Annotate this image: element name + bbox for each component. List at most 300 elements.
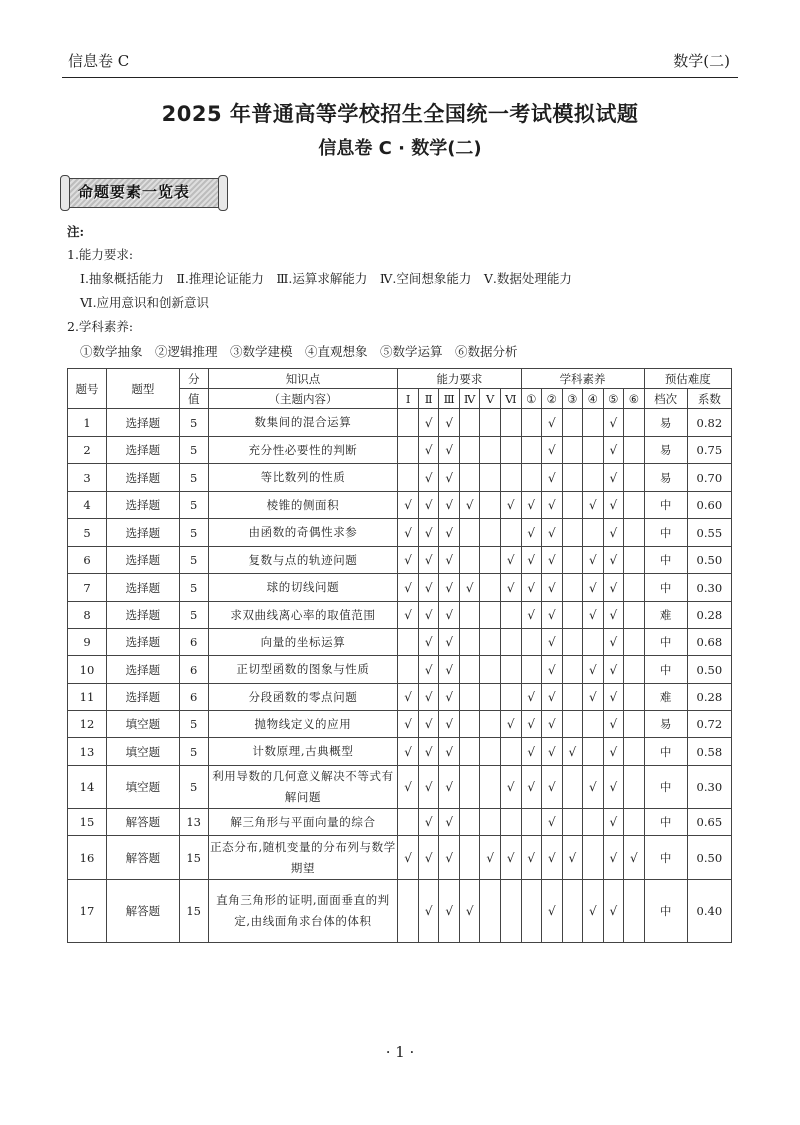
cell-score: 5 (179, 492, 208, 519)
cell-ability-3: √ (439, 836, 460, 880)
cell-type: 选择题 (106, 656, 179, 684)
cell-coef: 0.30 (687, 574, 731, 602)
cell-ability-2: √ (418, 574, 439, 602)
cell-ability-3: √ (439, 684, 460, 711)
cell-literacy-3 (562, 880, 583, 943)
cell-literacy-6 (624, 464, 645, 492)
cell-knowledge-point: 抛物线定义的应用 (208, 711, 398, 738)
cell-literacy-4 (583, 629, 604, 656)
cell-literacy-1 (521, 464, 542, 492)
cell-literacy-3: √ (562, 738, 583, 766)
cell-literacy-6 (624, 809, 645, 836)
cell-type: 填空题 (106, 766, 179, 809)
cell-literacy-2: √ (542, 629, 563, 656)
cell-knowledge-point: 复数与点的轨迹问题 (208, 547, 398, 574)
cell-ability-2: √ (418, 711, 439, 738)
cell-literacy-3 (562, 766, 583, 809)
cell-ability-6 (500, 738, 521, 766)
cell-literacy-4 (583, 519, 604, 547)
table-body (68, 409, 732, 943)
table-row (68, 547, 732, 574)
cell-ability-5 (480, 684, 501, 711)
cell-ability-6 (500, 809, 521, 836)
cell-ability-3: √ (439, 656, 460, 684)
cell-ability-5 (480, 437, 501, 464)
cell-coef: 0.60 (687, 492, 731, 519)
table-row (68, 809, 732, 836)
cell-literacy-3 (562, 711, 583, 738)
cell-ability-1 (398, 880, 419, 943)
cell-no: 10 (68, 656, 107, 684)
cell-ability-3: √ (439, 437, 460, 464)
cell-no: 5 (68, 519, 107, 547)
cell-coef: 0.82 (687, 409, 731, 437)
cell-coef: 0.65 (687, 809, 731, 836)
cell-ability-2: √ (418, 492, 439, 519)
cell-literacy-5: √ (603, 574, 624, 602)
cell-ability-4: √ (459, 880, 480, 943)
cell-level: 中 (644, 492, 687, 519)
cell-ability-4 (459, 547, 480, 574)
cell-score: 5 (179, 711, 208, 738)
cell-literacy-5: √ (603, 880, 624, 943)
cell-literacy-3 (562, 629, 583, 656)
cell-no: 12 (68, 711, 107, 738)
cell-no: 17 (68, 880, 107, 943)
table-row (68, 602, 732, 629)
cell-level: 中 (644, 766, 687, 809)
cell-coef: 0.50 (687, 547, 731, 574)
header-kp-top: 知识点 (208, 369, 398, 389)
cell-ability-2: √ (418, 547, 439, 574)
cell-literacy-5: √ (603, 766, 624, 809)
literacy-title: 2.学科素养: (67, 319, 134, 334)
cell-ability-3: √ (439, 809, 460, 836)
cell-score: 5 (179, 766, 208, 809)
cell-ability-6 (500, 629, 521, 656)
cell-ability-6: √ (500, 711, 521, 738)
literacy-col-1: ① (521, 389, 542, 409)
cell-literacy-2: √ (542, 574, 563, 602)
header-literacy: 学科素养 (521, 369, 644, 389)
cell-ability-3: √ (439, 519, 460, 547)
cell-literacy-1: √ (521, 602, 542, 629)
cell-score: 5 (179, 409, 208, 437)
cell-literacy-6 (624, 547, 645, 574)
cell-ability-1: √ (398, 519, 419, 547)
cell-coef: 0.55 (687, 519, 731, 547)
header-score-top: 分 (179, 369, 208, 389)
cell-ability-6 (500, 684, 521, 711)
cell-ability-6 (500, 656, 521, 684)
cell-ability-2: √ (418, 684, 439, 711)
cell-literacy-2: √ (542, 738, 563, 766)
cell-literacy-6 (624, 656, 645, 684)
cell-type: 填空题 (106, 738, 179, 766)
cell-literacy-1: √ (521, 519, 542, 547)
cell-ability-1 (398, 656, 419, 684)
cell-ability-2: √ (418, 602, 439, 629)
cell-literacy-6 (624, 602, 645, 629)
literacy-col-4: ④ (583, 389, 604, 409)
cell-literacy-6 (624, 409, 645, 437)
cell-type: 选择题 (106, 464, 179, 492)
cell-literacy-4: √ (583, 492, 604, 519)
cell-ability-6: √ (500, 492, 521, 519)
cell-type: 选择题 (106, 602, 179, 629)
header-type: 题型 (106, 369, 179, 409)
cell-literacy-6 (624, 766, 645, 809)
ability-title: 1.能力要求: (67, 247, 134, 262)
cell-literacy-6 (624, 684, 645, 711)
cell-ability-5 (480, 574, 501, 602)
cell-ability-1: √ (398, 738, 419, 766)
table-row (68, 464, 732, 492)
cell-ability-3: √ (439, 711, 460, 738)
cell-no: 2 (68, 437, 107, 464)
cell-ability-4 (459, 629, 480, 656)
table-row (68, 684, 732, 711)
cell-ability-2: √ (418, 656, 439, 684)
cell-type: 解答题 (106, 809, 179, 836)
cell-ability-4 (459, 809, 480, 836)
cell-level: 难 (644, 602, 687, 629)
cell-score: 15 (179, 880, 208, 943)
cell-type: 填空题 (106, 711, 179, 738)
cell-ability-1 (398, 464, 419, 492)
cell-literacy-4 (583, 464, 604, 492)
cell-ability-1: √ (398, 711, 419, 738)
cell-ability-3: √ (439, 629, 460, 656)
header-left: 信息卷 C (68, 52, 130, 70)
cell-literacy-5: √ (603, 711, 624, 738)
cell-ability-1 (398, 809, 419, 836)
cell-literacy-3 (562, 809, 583, 836)
cell-literacy-5: √ (603, 629, 624, 656)
cell-literacy-4: √ (583, 602, 604, 629)
cell-literacy-5: √ (603, 437, 624, 464)
cell-ability-4: √ (459, 492, 480, 519)
cell-ability-1: √ (398, 547, 419, 574)
cell-knowledge-point: 利用导数的几何意义解决不等式有解问题 (208, 766, 398, 809)
ability-col-4: Ⅳ (459, 389, 480, 409)
cell-no: 8 (68, 602, 107, 629)
page-subtitle: 信息卷 C · 数学(二) (318, 138, 482, 159)
cell-literacy-1: √ (521, 684, 542, 711)
cell-literacy-4: √ (583, 880, 604, 943)
table-row (68, 836, 732, 880)
cell-literacy-4: √ (583, 766, 604, 809)
cell-literacy-4 (583, 409, 604, 437)
cell-literacy-2: √ (542, 437, 563, 464)
cell-level: 中 (644, 629, 687, 656)
cell-literacy-2: √ (542, 409, 563, 437)
cell-type: 选择题 (106, 574, 179, 602)
cell-ability-2: √ (418, 880, 439, 943)
cell-ability-6: √ (500, 836, 521, 880)
literacy-col-2: ② (542, 389, 563, 409)
table-row (68, 574, 732, 602)
cell-literacy-1: √ (521, 738, 542, 766)
cell-no: 16 (68, 836, 107, 880)
cell-literacy-3 (562, 547, 583, 574)
cell-ability-6: √ (500, 574, 521, 602)
cell-knowledge-point: 球的切线问题 (208, 574, 398, 602)
cell-ability-2: √ (418, 738, 439, 766)
header-right: 数学(二) (673, 52, 730, 70)
cell-no: 11 (68, 684, 107, 711)
cell-literacy-6 (624, 711, 645, 738)
cell-knowledge-point: 由函数的奇偶性求参 (208, 519, 398, 547)
cell-literacy-4 (583, 809, 604, 836)
header-kp-bottom: （主题内容） (208, 389, 398, 409)
cell-literacy-4: √ (583, 656, 604, 684)
cell-literacy-5: √ (603, 547, 624, 574)
cell-ability-5 (480, 880, 501, 943)
cell-ability-1: √ (398, 602, 419, 629)
cell-literacy-3 (562, 437, 583, 464)
cell-literacy-1: √ (521, 547, 542, 574)
cell-literacy-5: √ (603, 464, 624, 492)
cell-literacy-1 (521, 880, 542, 943)
table-row (68, 766, 732, 809)
cell-ability-1 (398, 629, 419, 656)
cell-no: 3 (68, 464, 107, 492)
table-row (68, 656, 732, 684)
spec-table (67, 368, 732, 943)
cell-knowledge-point: 向量的坐标运算 (208, 629, 398, 656)
cell-coef: 0.72 (687, 711, 731, 738)
cell-level: 难 (644, 684, 687, 711)
cell-literacy-2: √ (542, 519, 563, 547)
cell-ability-6 (500, 880, 521, 943)
cell-knowledge-point: 棱锥的侧面积 (208, 492, 398, 519)
cell-ability-4 (459, 464, 480, 492)
banner-text: 命题要素一览表 (78, 183, 191, 201)
ability-col-1: Ⅰ (398, 389, 419, 409)
cell-type: 选择题 (106, 409, 179, 437)
cell-ability-3: √ (439, 602, 460, 629)
cell-ability-6 (500, 602, 521, 629)
cell-ability-4 (459, 836, 480, 880)
cell-score: 13 (179, 809, 208, 836)
cell-ability-2: √ (418, 766, 439, 809)
cell-coef: 0.50 (687, 656, 731, 684)
cell-ability-4 (459, 738, 480, 766)
cell-literacy-1: √ (521, 711, 542, 738)
cell-literacy-4: √ (583, 684, 604, 711)
cell-literacy-2: √ (542, 809, 563, 836)
cell-literacy-6 (624, 629, 645, 656)
literacy-col-5: ⑤ (603, 389, 624, 409)
header-score-bottom: 值 (179, 389, 208, 409)
literacy-line: ①数学抽象 ②逻辑推理 ③数学建模 ④直观想象 ⑤数学运算 ⑥数据分析 (80, 344, 518, 359)
literacy-col-3: ③ (562, 389, 583, 409)
table-row (68, 492, 732, 519)
cell-level: 中 (644, 656, 687, 684)
cell-literacy-2: √ (542, 492, 563, 519)
cell-literacy-5: √ (603, 809, 624, 836)
cell-no: 4 (68, 492, 107, 519)
cell-ability-5: √ (480, 836, 501, 880)
cell-literacy-5: √ (603, 738, 624, 766)
cell-type: 选择题 (106, 519, 179, 547)
cell-literacy-6 (624, 880, 645, 943)
cell-ability-2: √ (418, 409, 439, 437)
cell-no: 7 (68, 574, 107, 602)
cell-ability-6 (500, 464, 521, 492)
cell-literacy-6 (624, 437, 645, 464)
cell-ability-5 (480, 409, 501, 437)
cell-no: 14 (68, 766, 107, 809)
cell-ability-4 (459, 684, 480, 711)
cell-no: 6 (68, 547, 107, 574)
cell-no: 1 (68, 409, 107, 437)
cell-ability-3: √ (439, 766, 460, 809)
cell-literacy-1: √ (521, 492, 542, 519)
cell-literacy-2: √ (542, 547, 563, 574)
cell-ability-5 (480, 711, 501, 738)
cell-literacy-1 (521, 409, 542, 437)
cell-ability-2: √ (418, 809, 439, 836)
cell-literacy-5: √ (603, 684, 624, 711)
cell-literacy-5: √ (603, 519, 624, 547)
cell-literacy-2: √ (542, 656, 563, 684)
cell-level: 中 (644, 836, 687, 880)
cell-type: 选择题 (106, 547, 179, 574)
cell-ability-4 (459, 602, 480, 629)
cell-literacy-6: √ (624, 836, 645, 880)
cell-level: 中 (644, 738, 687, 766)
cell-score: 6 (179, 629, 208, 656)
cell-ability-3: √ (439, 738, 460, 766)
cell-literacy-4 (583, 437, 604, 464)
cell-literacy-1: √ (521, 766, 542, 809)
table-row (68, 437, 732, 464)
cell-literacy-1 (521, 629, 542, 656)
ability-line-2: Ⅵ.应用意识和创新意识 (80, 295, 210, 310)
cell-type: 解答题 (106, 880, 179, 943)
cell-literacy-2: √ (542, 836, 563, 880)
cell-type: 选择题 (106, 684, 179, 711)
cell-level: 易 (644, 464, 687, 492)
cell-ability-1 (398, 409, 419, 437)
cell-coef: 0.40 (687, 880, 731, 943)
cell-level: 易 (644, 409, 687, 437)
cell-ability-3: √ (439, 574, 460, 602)
cell-ability-5 (480, 547, 501, 574)
cell-level: 中 (644, 880, 687, 943)
header-coef: 系数 (687, 389, 731, 409)
cell-literacy-4 (583, 836, 604, 880)
cell-ability-4 (459, 656, 480, 684)
cell-literacy-1 (521, 656, 542, 684)
cell-knowledge-point: 充分性必要性的判断 (208, 437, 398, 464)
cell-literacy-3 (562, 464, 583, 492)
cell-literacy-3 (562, 684, 583, 711)
cell-ability-1: √ (398, 684, 419, 711)
cell-score: 5 (179, 602, 208, 629)
ability-col-3: Ⅲ (439, 389, 460, 409)
cell-ability-3: √ (439, 547, 460, 574)
table-row (68, 519, 732, 547)
cell-literacy-3 (562, 409, 583, 437)
cell-no: 13 (68, 738, 107, 766)
cell-ability-2: √ (418, 629, 439, 656)
cell-level: 中 (644, 809, 687, 836)
ability-line-1: Ⅰ.抽象概括能力 Ⅱ.推理论证能力 Ⅲ.运算求解能力 Ⅳ.空间想象能力 Ⅴ.数据处理能力 (80, 271, 572, 286)
cell-coef: 0.50 (687, 836, 731, 880)
cell-score: 15 (179, 836, 208, 880)
ability-col-6: Ⅵ (500, 389, 521, 409)
cell-literacy-5: √ (603, 602, 624, 629)
cell-knowledge-point: 等比数列的性质 (208, 464, 398, 492)
section-banner (64, 176, 224, 208)
cell-ability-5 (480, 738, 501, 766)
cell-literacy-5: √ (603, 836, 624, 880)
cell-ability-3: √ (439, 880, 460, 943)
cell-knowledge-point: 正态分布,随机变量的分布列与数学期望 (208, 836, 398, 880)
cell-ability-4 (459, 519, 480, 547)
cell-ability-2: √ (418, 836, 439, 880)
cell-coef: 0.68 (687, 629, 731, 656)
cell-knowledge-point: 数集间的混合运算 (208, 409, 398, 437)
cell-literacy-3 (562, 574, 583, 602)
cell-level: 易 (644, 711, 687, 738)
cell-knowledge-point: 求双曲线离心率的取值范围 (208, 602, 398, 629)
cell-ability-4 (459, 437, 480, 464)
page-title: 2025 年普通高等学校招生全国统一考试模拟试题 (161, 102, 639, 126)
cell-knowledge-point: 分段函数的零点问题 (208, 684, 398, 711)
cell-ability-5 (480, 519, 501, 547)
cell-literacy-1 (521, 809, 542, 836)
cell-ability-6: √ (500, 547, 521, 574)
cell-literacy-4: √ (583, 547, 604, 574)
cell-knowledge-point: 直角三角形的证明,面面垂直的判定,由线面角求台体的体积 (208, 880, 398, 943)
cell-no: 15 (68, 809, 107, 836)
cell-ability-3: √ (439, 409, 460, 437)
header-difficulty: 预估难度 (644, 369, 731, 389)
cell-coef: 0.30 (687, 766, 731, 809)
cell-ability-1: √ (398, 574, 419, 602)
cell-literacy-2: √ (542, 711, 563, 738)
cell-level: 易 (644, 437, 687, 464)
cell-literacy-6 (624, 492, 645, 519)
ability-col-2: Ⅱ (418, 389, 439, 409)
cell-score: 5 (179, 437, 208, 464)
header-rule (62, 77, 738, 78)
cell-ability-5 (480, 809, 501, 836)
cell-literacy-5: √ (603, 492, 624, 519)
cell-literacy-3 (562, 519, 583, 547)
cell-literacy-3 (562, 602, 583, 629)
cell-ability-1: √ (398, 836, 419, 880)
cell-score: 5 (179, 464, 208, 492)
cell-literacy-2: √ (542, 464, 563, 492)
literacy-col-6: ⑥ (624, 389, 645, 409)
cell-literacy-3: √ (562, 836, 583, 880)
cell-literacy-3 (562, 656, 583, 684)
cell-type: 选择题 (106, 437, 179, 464)
cell-literacy-6 (624, 519, 645, 547)
cell-literacy-5: √ (603, 409, 624, 437)
cell-no: 9 (68, 629, 107, 656)
cell-literacy-1: √ (521, 574, 542, 602)
cell-ability-5 (480, 492, 501, 519)
cell-ability-5 (480, 602, 501, 629)
cell-ability-1: √ (398, 492, 419, 519)
cell-literacy-6 (624, 738, 645, 766)
